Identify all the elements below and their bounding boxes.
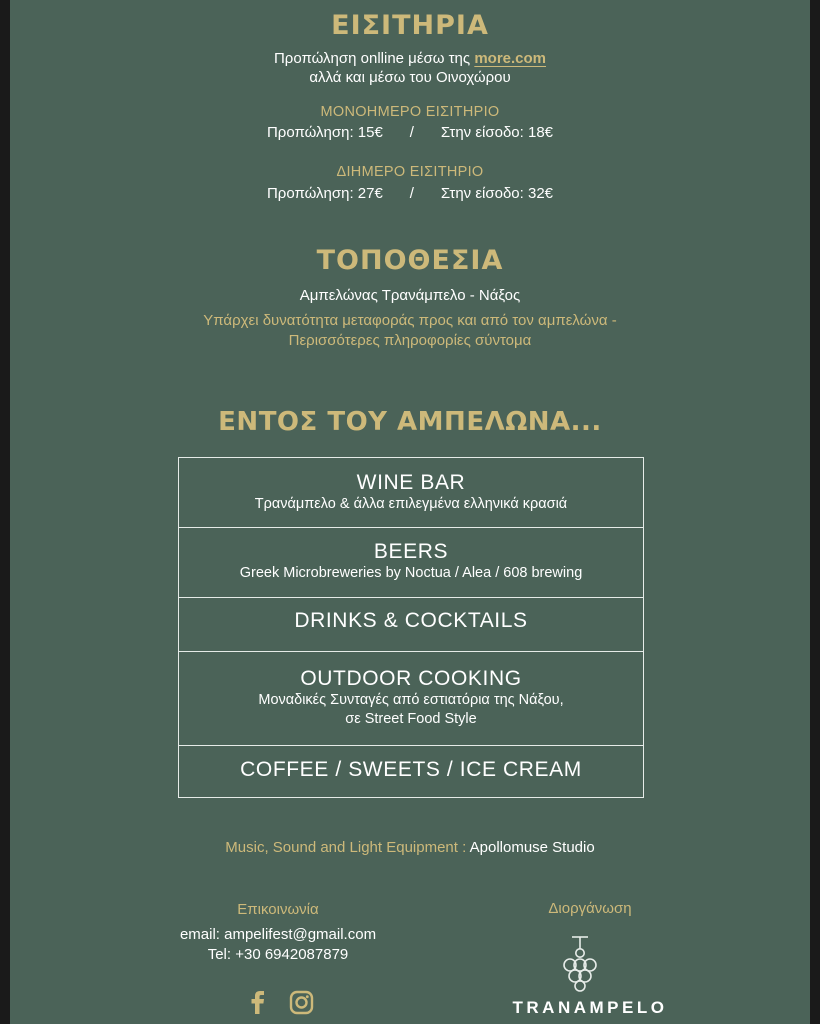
contact-phone[interactable]: Tel: +30 6942087879 [207,946,349,963]
contact-title: Επικοινωνία [237,901,319,918]
presale-info-line1 [10,50,810,67]
one-day-door-price: Στην είσοδο: 18€ [440,124,554,141]
more-com-link[interactable]: more.com [474,50,547,67]
offering-outdoor-cooking [179,652,643,746]
tickets-title: ΕΙΣΙΤΗΡΙΑ [331,10,489,41]
offering-title: BEERS [373,540,449,563]
two-day-ticket-prices [10,185,810,202]
presale-prefix: Προπώληση onlline μέσω της [273,50,475,67]
equipment-label: Music, Sound and Light Equipment : [225,839,470,856]
instagram-icon[interactable] [289,990,314,1015]
price-separator: / [409,185,414,202]
facebook-icon[interactable] [246,989,268,1015]
vineyard-offerings-box [178,457,644,798]
presale-info-line2: αλλά και μέσω του Οινοχώρου [309,69,511,86]
equipment-credit [10,839,810,856]
tranampelo-grape-logo [558,935,602,993]
location-place: Αμπελώνας Τρανάμπελο - Νάξος [299,287,521,304]
poster [10,0,810,1024]
offering-description-line2: σε Street Food Style [345,711,477,727]
offering-drinks-cocktails [179,598,643,652]
offering-description: Greek Microbreweries by Noctua / Alea / 608 brewing [239,565,583,581]
transport-note-line1: Υπάρχει δυνατότητα μεταφοράς προς και από τον αμπελώνα - [203,312,617,329]
organizer-title: Διοργάνωση [548,900,632,917]
one-day-ticket-prices [10,124,810,141]
offering-title: COFFEE / SWEETS / ICE CREAM [240,758,582,781]
offering-title: OUTDOOR COOKING [300,667,522,690]
two-day-door-price: Στην είσοδο: 32€ [440,185,554,202]
equipment-value: Apollomuse Studio [469,839,595,856]
one-day-ticket-label: ΜΟΝΟΗΜΕΡΟ ΕΙΣΙΤΗΡΙΟ [320,104,500,120]
offering-description: Τρανάμπελο & άλλα επιλεγμένα ελληνικά κρασιά [254,496,568,512]
offering-title: DRINKS & COCKTAILS [294,609,528,632]
organizer-brand: TRANAMPELO [512,998,668,1017]
two-day-presale-price: Προπώληση: 27€ [266,185,383,202]
contact-email[interactable]: email: ampelifest@gmail.com [179,926,377,943]
offering-beers [179,528,643,598]
transport-note-line2: Περισσότερες πληροφορίες σύντομα [288,332,532,349]
offering-description: Μοναδικές Συνταγές από εστιατόρια της Νάξου, [258,692,564,708]
offering-title: WINE BAR [356,471,466,494]
vineyard-title: ΕΝΤΟΣ ΤΟΥ ΑΜΠΕΛΩΝΑ... [218,407,602,437]
price-separator: / [409,124,414,141]
offering-wine-bar [179,458,643,528]
offering-coffee-sweets [179,746,643,797]
location-title: ΤΟΠΟΘΕΣΙΑ [316,245,504,276]
one-day-presale-price: Προπώληση: 15€ [266,124,383,141]
two-day-ticket-label: ΔΙΗΜΕΡΟ ΕΙΣΙΤΗΡΙΟ [336,164,484,180]
